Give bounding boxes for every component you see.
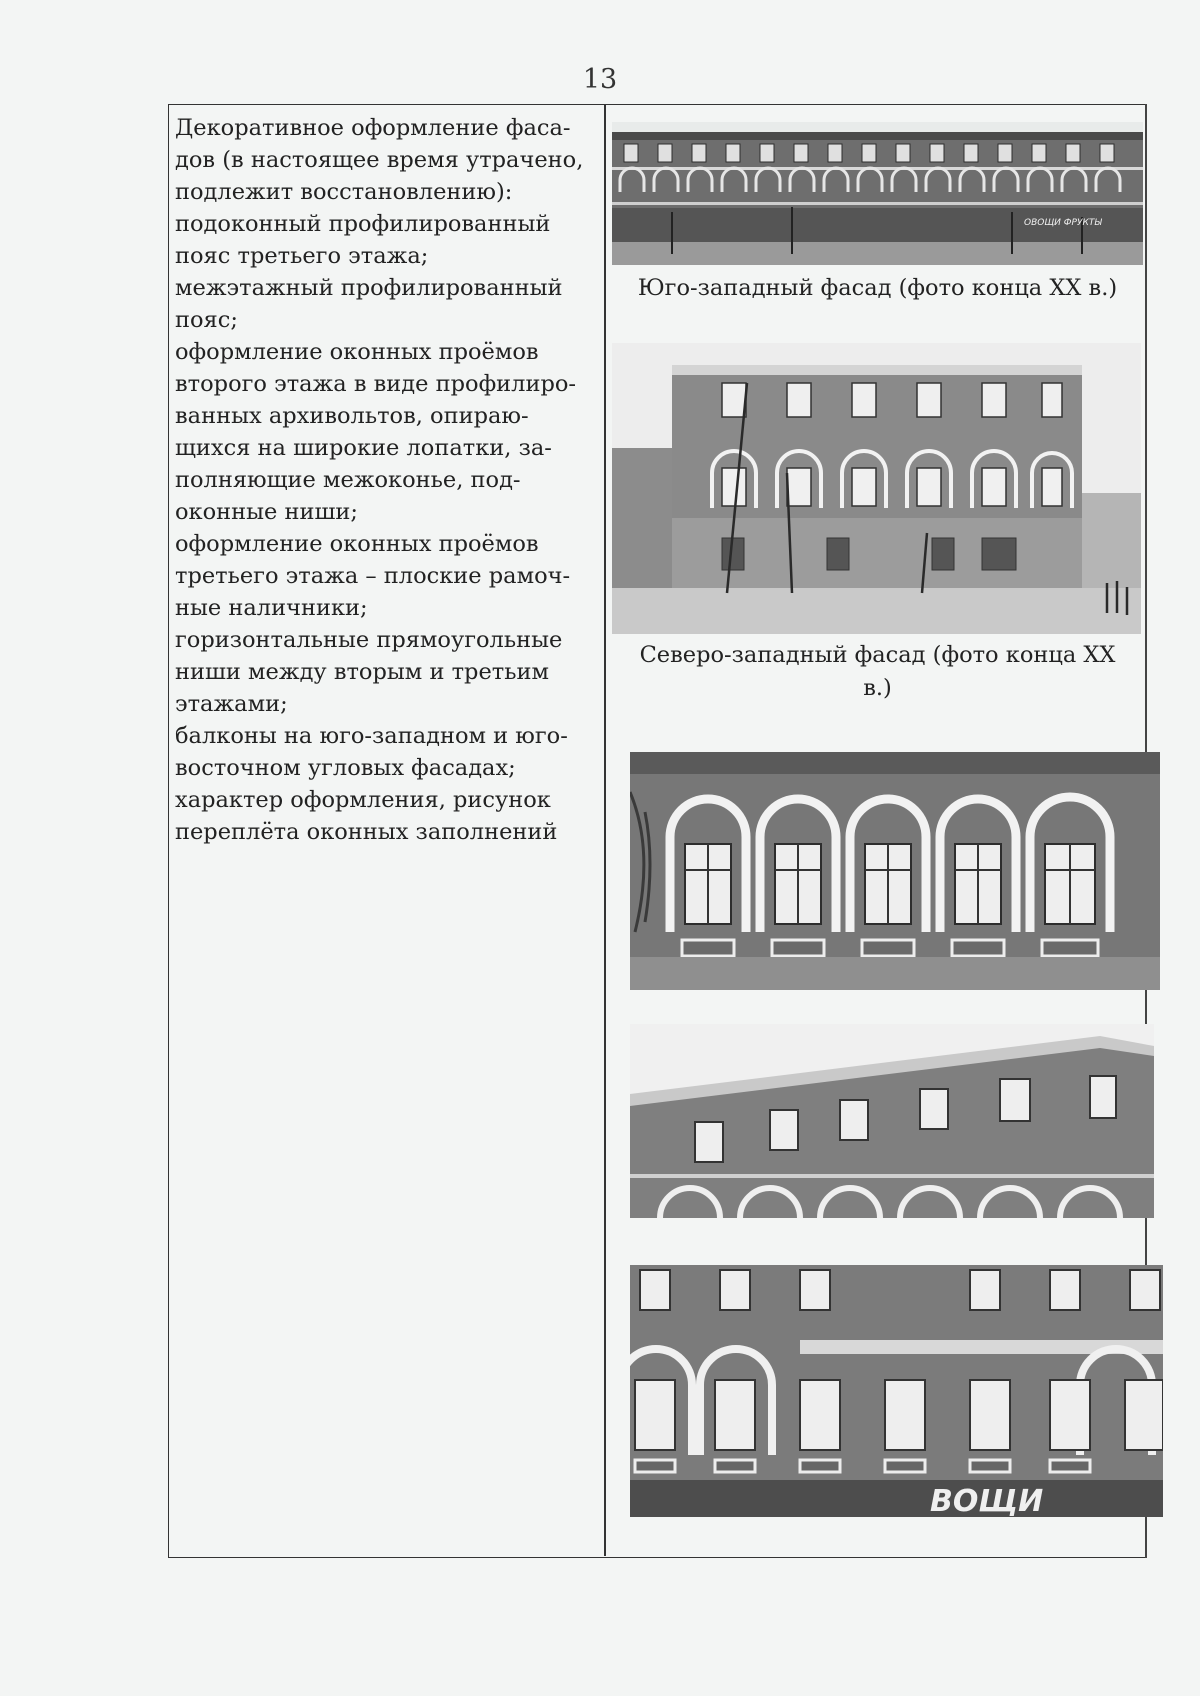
caption-northwest-line2: в.): [863, 675, 892, 701]
column-divider: [604, 104, 606, 1556]
photo-southwest-facade: [612, 122, 1143, 265]
description-line: горизонтальные прямоугольные: [175, 627, 563, 653]
description-line: балконы на юго-западном и юго-: [175, 723, 568, 749]
description-line: оконные ниши;: [175, 499, 359, 525]
description-line: щихся на широкие лопатки, за-: [175, 435, 552, 461]
description-line: оформление оконных проёмов: [175, 531, 539, 557]
description-line: ниши между вторым и третьим: [175, 659, 549, 685]
photo-northwest-facade: [612, 343, 1141, 634]
caption-northwest-line1: Северо-западный фасад (фото конца XX: [639, 642, 1116, 668]
description-line: пояс;: [175, 307, 238, 333]
description-line: Декоративное оформление фаса-: [175, 115, 571, 141]
caption-northwest-facade: [612, 639, 1143, 705]
description-line: подоконный профилированный: [175, 211, 551, 237]
description-line: второго этажа в виде профилиро-: [175, 371, 577, 397]
description-line: межэтажный профилированный: [175, 275, 563, 301]
shop-sign-text-large: ВОЩИ: [930, 1484, 1044, 1517]
photo-arched-windows-detail: [630, 752, 1160, 990]
photo-facade-shop-sign: [630, 1265, 1163, 1517]
description-line: ванных архивольтов, опираю-: [175, 403, 529, 429]
description-line: третьего этажа – плоские рамоч-: [175, 563, 571, 589]
description-line: пояс третьего этажа;: [175, 243, 429, 269]
description-line: оформление оконных проёмов: [175, 339, 539, 365]
description-line: подлежит восстановлению):: [175, 179, 513, 205]
page-number: 13: [582, 64, 618, 95]
description-line: восточном угловых фасадах;: [175, 755, 516, 781]
description-line: полняющие межоконье, под-: [175, 467, 521, 493]
facade-decoration-description: [175, 112, 590, 848]
description-line: характер оформления, рисунок: [175, 787, 551, 813]
caption-southwest-facade: Юго-западный фасад (фото конца XX в.): [637, 275, 1118, 301]
description-line: этажами;: [175, 691, 288, 717]
description-line: ные наличники;: [175, 595, 368, 621]
shop-sign-text: ОВОЩИ ФРУКТЫ: [1024, 218, 1102, 228]
photo-corner-cornice: [630, 1024, 1154, 1218]
description-line: дов (в настоящее время утрачено,: [175, 147, 584, 173]
description-line: переплёта оконных заполнений: [175, 819, 558, 845]
